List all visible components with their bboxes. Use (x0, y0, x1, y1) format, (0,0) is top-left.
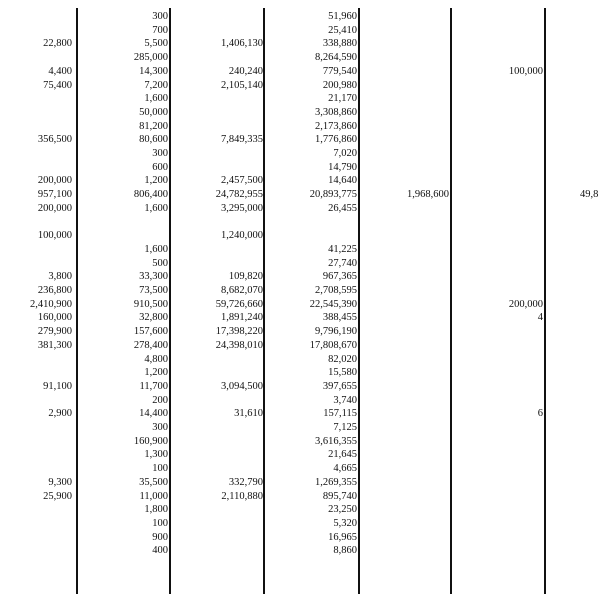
table-row (0, 504, 600, 516)
table-row (0, 340, 600, 352)
table-row (0, 52, 600, 64)
table-cell: 957,100 (37, 189, 72, 201)
table-cell: 100 (152, 463, 168, 475)
table-cell: 300 (152, 148, 168, 159)
table-cell: 26,455 (328, 202, 357, 214)
table-cell: 11,700 (139, 380, 168, 392)
table-cell: 8,860 (333, 545, 357, 557)
table-cell: 80,600 (139, 134, 168, 146)
table-row (0, 518, 600, 530)
table-row (0, 230, 600, 242)
table-cell: 14,300 (139, 65, 168, 77)
table-cell: 2,173,860 (315, 120, 357, 132)
table-row (0, 491, 600, 503)
table-cell: 100 (152, 517, 168, 529)
table-cell: 200,000 (508, 298, 543, 310)
table-cell: 1,269,355 (315, 476, 357, 488)
table-cell: 22,545,390 (309, 298, 357, 310)
table-row (0, 545, 600, 557)
table-row (0, 107, 600, 119)
table-cell: 17,398,220 (215, 326, 263, 338)
table-cell: 285,000 (133, 52, 168, 64)
table-cell: 24,398,010 (215, 339, 263, 351)
table-cell: 300 (152, 422, 168, 433)
table-cell: 967,365 (322, 271, 357, 283)
table-cell: 200 (152, 394, 168, 406)
table-cell: 41,225 (328, 243, 357, 255)
table-cell: 200,000 (37, 175, 72, 187)
table-cell: 7,200 (144, 79, 168, 91)
table-cell: 500 (152, 257, 168, 269)
table-row (0, 121, 600, 133)
table-cell: 356,500 (37, 134, 72, 146)
table-row (0, 532, 600, 544)
table-row (0, 148, 600, 160)
table-cell: 25,900 (43, 490, 72, 502)
table-cell: 8,682,070 (221, 285, 263, 296)
table-row (0, 436, 600, 448)
table-cell: 3,094,500 (221, 380, 263, 392)
table-cell: 1,776,860 (315, 134, 357, 146)
table-cell: 157,600 (133, 326, 168, 338)
table-cell: 75,400 (43, 79, 72, 91)
table-row (0, 25, 600, 37)
table-cell: 17,808,670 (309, 339, 357, 351)
table-row (0, 66, 600, 78)
table-cell: 1,240,000 (221, 230, 263, 242)
table-row (0, 162, 600, 174)
table-cell: 25,410 (328, 24, 357, 36)
table-row (0, 354, 600, 366)
table-cell: 7,020 (333, 148, 357, 159)
table-cell: 31,610 (234, 408, 263, 420)
table-row (0, 408, 600, 420)
table-cell: 4,800 (144, 353, 168, 365)
table-cell: 5,500 (144, 38, 168, 50)
table-cell: 400 (152, 545, 168, 557)
table-row (0, 271, 600, 283)
table-cell: 2,457,500 (221, 175, 263, 187)
table-cell: 82,020 (328, 353, 357, 365)
table-cell: 21,170 (328, 93, 357, 105)
table-cell: 81,200 (139, 120, 168, 132)
table-cell: 1,200 (144, 175, 168, 187)
table-cell: 1,200 (144, 367, 168, 379)
table-cell: 388,455 (322, 312, 357, 324)
table-cell: 381,300 (37, 339, 72, 351)
table-cell: 338,880 (322, 38, 357, 50)
table-cell: 4,400 (48, 65, 72, 77)
table-row (0, 395, 600, 407)
table-row (0, 367, 600, 379)
table-cell: 779,540 (322, 65, 357, 77)
table-cell: 15,580 (328, 367, 357, 379)
table-cell: 4,665 (333, 463, 357, 475)
table-cell: 9,796,190 (315, 326, 357, 338)
table-cell: 109,820 (228, 271, 263, 283)
table-cell: 20,893,775 (309, 189, 357, 201)
table-cell: 3,308,860 (315, 106, 357, 118)
table-cell: 3,616,355 (315, 435, 357, 447)
table-cell: 1,891,240 (221, 312, 263, 324)
table-cell: 600 (152, 161, 168, 173)
table-cell: 900 (152, 531, 168, 543)
table-cell: 2,110,880 (221, 490, 263, 502)
table-cell: 2,708,595 (315, 285, 357, 296)
table-cell: 59,726,660 (215, 298, 263, 310)
table-row (0, 11, 600, 23)
table-cell: 1,968,600 (407, 189, 449, 201)
table-cell: 6 (537, 408, 543, 420)
table-cell: 278,400 (133, 339, 168, 351)
table-cell: 397,655 (322, 380, 357, 392)
table-cell: 7,849,335 (221, 134, 263, 146)
table-cell: 157,115 (323, 408, 357, 420)
table-cell: 11,000 (139, 490, 168, 502)
table-row (0, 463, 600, 475)
table-cell: 4 (537, 312, 543, 324)
table-cell: 240,240 (228, 65, 263, 77)
table-cell: 23,250 (328, 504, 357, 516)
table-cell: 21,645 (328, 449, 357, 461)
table-cell: 2,410,900 (30, 298, 72, 310)
table-cell: 1,600 (144, 243, 168, 255)
table-row (0, 93, 600, 105)
table-cell: 100,000 (37, 230, 72, 242)
table-cell: 51,960 (328, 11, 357, 22)
table-cell: 49,8 (580, 189, 599, 201)
table-row (0, 326, 600, 338)
table-cell: 9,300 (48, 476, 72, 488)
table-cell: 16,965 (328, 531, 357, 543)
table-row (0, 244, 600, 256)
table-row (0, 477, 600, 489)
table-cell: 332,790 (228, 476, 263, 488)
table-cell: 50,000 (139, 106, 168, 118)
table-cell: 35,500 (139, 476, 168, 488)
table-row (0, 285, 600, 297)
table-cell: 910,500 (133, 298, 168, 310)
table-row (0, 203, 600, 215)
table-row (0, 299, 600, 311)
table-cell: 700 (152, 24, 168, 36)
table-cell: 1,600 (144, 93, 168, 105)
table-cell: 236,800 (37, 285, 72, 296)
table-row (0, 189, 600, 201)
table-cell: 160,000 (37, 312, 72, 324)
table-cell: 14,790 (328, 161, 357, 173)
table-cell: 14,640 (328, 175, 357, 187)
table-cell: 3,295,000 (221, 202, 263, 214)
table-cell: 91,100 (43, 380, 72, 392)
table-cell: 73,500 (139, 285, 168, 296)
table-cell: 3,740 (333, 394, 357, 406)
table-cell: 8,264,590 (315, 52, 357, 64)
table-cell: 27,740 (328, 257, 357, 269)
table-row (0, 381, 600, 393)
table-cell: 24,782,955 (215, 189, 263, 201)
table-cell: 5,320 (333, 517, 357, 529)
table-row (0, 449, 600, 461)
table-cell: 300 (152, 11, 168, 22)
table-cell: 806,400 (133, 189, 168, 201)
table-cell: 1,600 (144, 202, 168, 214)
table-cell: 200,980 (322, 79, 357, 91)
table-cell: 895,740 (322, 490, 357, 502)
table-cell: 2,900 (48, 408, 72, 420)
table-row (0, 80, 600, 92)
table-row (0, 217, 600, 229)
table-cell: 7,125 (333, 422, 357, 433)
table-cell: 160,900 (133, 435, 168, 447)
table-cell: 2,105,140 (221, 79, 263, 91)
table-cell: 1,406,130 (221, 38, 263, 50)
table-row (0, 422, 600, 434)
table-cell: 1,800 (144, 504, 168, 516)
table-cell: 3,800 (48, 271, 72, 283)
table-cell: 33,300 (139, 271, 168, 283)
table-cell: 100,000 (508, 65, 543, 77)
table-row (0, 312, 600, 324)
table-row (0, 38, 600, 50)
table-cell: 14,400 (139, 408, 168, 420)
table-cell: 32,800 (139, 312, 168, 324)
table-cell: 1,300 (144, 449, 168, 461)
table-row (0, 175, 600, 187)
table-cell: 200,000 (37, 202, 72, 214)
table-cell: 279,900 (37, 326, 72, 338)
table-row (0, 134, 600, 146)
table-row (0, 258, 600, 270)
table-cell: 22,800 (43, 38, 72, 50)
